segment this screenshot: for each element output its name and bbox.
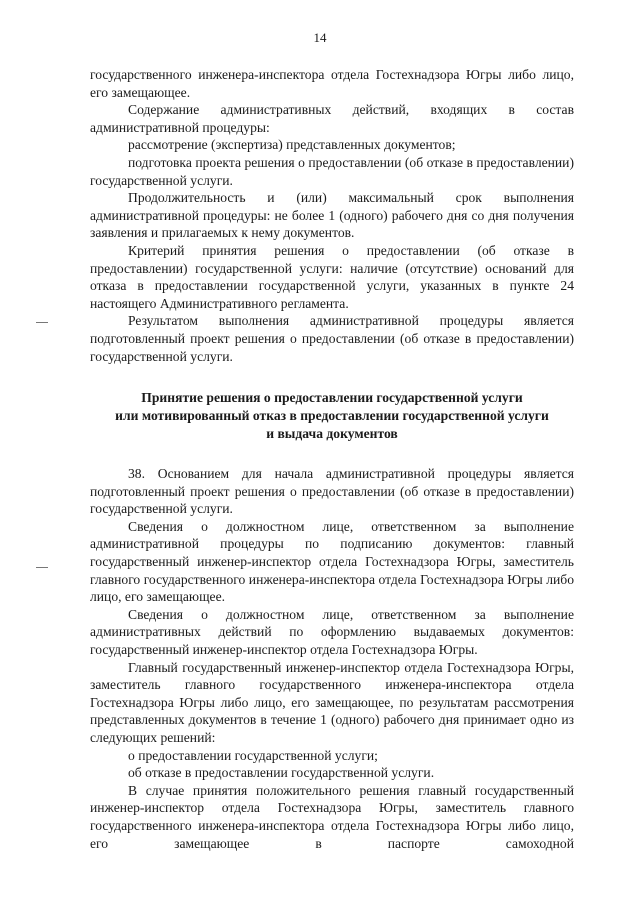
paragraphs-bottom (90, 465, 574, 852)
document-body (90, 66, 574, 852)
paragraph: Содержание административных действий, входящих в состав административной процедуры: (90, 102, 574, 135)
paragraph: Сведения о должностном лице, ответственном за выполнение административной процедуры по подписанию документов: главный государственный инженер-инспектор отдела Гостехнадзора Югры, заместитель главного государственного инженера-инспектора отдела Гостехнадзора Югры либо лицо, его замещающее. (90, 518, 574, 605)
section-heading-line: и выдача документов (266, 426, 398, 442)
paragraph: государственного инженера-инспектора отдела Гостехнадзора Югры либо лицо, его замещающее. (90, 67, 574, 100)
paragraph: Сведения о должностном лице, ответственном за выполнение административных действий по оформлению выдаваемых документов: государственный инженер-инспектор отдела Гостехнадзора Югры. (90, 606, 574, 658)
paragraph: подготовка проекта решения о предоставлении (об отказе в предоставлении) государственной услуги. (90, 154, 574, 188)
page-number: 14 (313, 30, 327, 45)
paragraph: Критерий принятия решения о предоставлении (об отказе в предоставлении) государственной услуги: наличие (отсутствие) оснований для отказа в предоставлении государственной услуги, указанных в пункте 24 настоящего Административного регламента. (90, 242, 574, 311)
paragraph: Результатом выполнения административной процедуры является подготовленный проект решения о предоставлении (об отказе в предоставлении) государственной услуги. (90, 313, 574, 364)
section-heading-line: или мотивированный отказ в предоставлении государственной услуги (115, 408, 549, 424)
paragraph: об отказе в предоставлении государственной услуги. (128, 765, 435, 781)
paragraph: 38. Основанием для начала административной процедуры является подготовленный проект решения о предоставлении (об отказе в предоставлении) государственной услуги. (90, 466, 574, 517)
paragraph: В случае принятия положительного решения главный государственный инженер-инспектор отдела Гостехнадзора Югры, заместитель главного государственного инженера-инспектора отдела Гостехнадзора Югры либо лицо, его замещающее в паспорте самоходной (90, 782, 574, 851)
margin-mark (36, 322, 48, 323)
paragraph: Главный государственный инженер-инспектор отдела Гостехнадзора Югры, заместитель главного государственного инженера-инспектора отдела Гостехнадзора Югры либо лицо, его замещающее, по результатам рассмотрения представленных документов в течение 1 (одного) рабочего дня принимает одно из следующих решений: (90, 659, 574, 745)
paragraphs-top (90, 66, 574, 365)
section-heading-line: Принятие решения о предоставлении государственной услуги (141, 390, 523, 406)
paragraph: рассмотрение (экспертиза) представленных документов; (128, 137, 456, 153)
paragraph: о предоставлении государственной услуги; (128, 747, 378, 763)
paragraph: Продолжительность и (или) максимальный срок выполнения административной процедуры: не более 1 (одного) рабочего дня со дня получения заявления и прилагаемых к нему документов. (90, 190, 574, 241)
section-heading (90, 389, 574, 443)
margin-mark (36, 567, 48, 568)
